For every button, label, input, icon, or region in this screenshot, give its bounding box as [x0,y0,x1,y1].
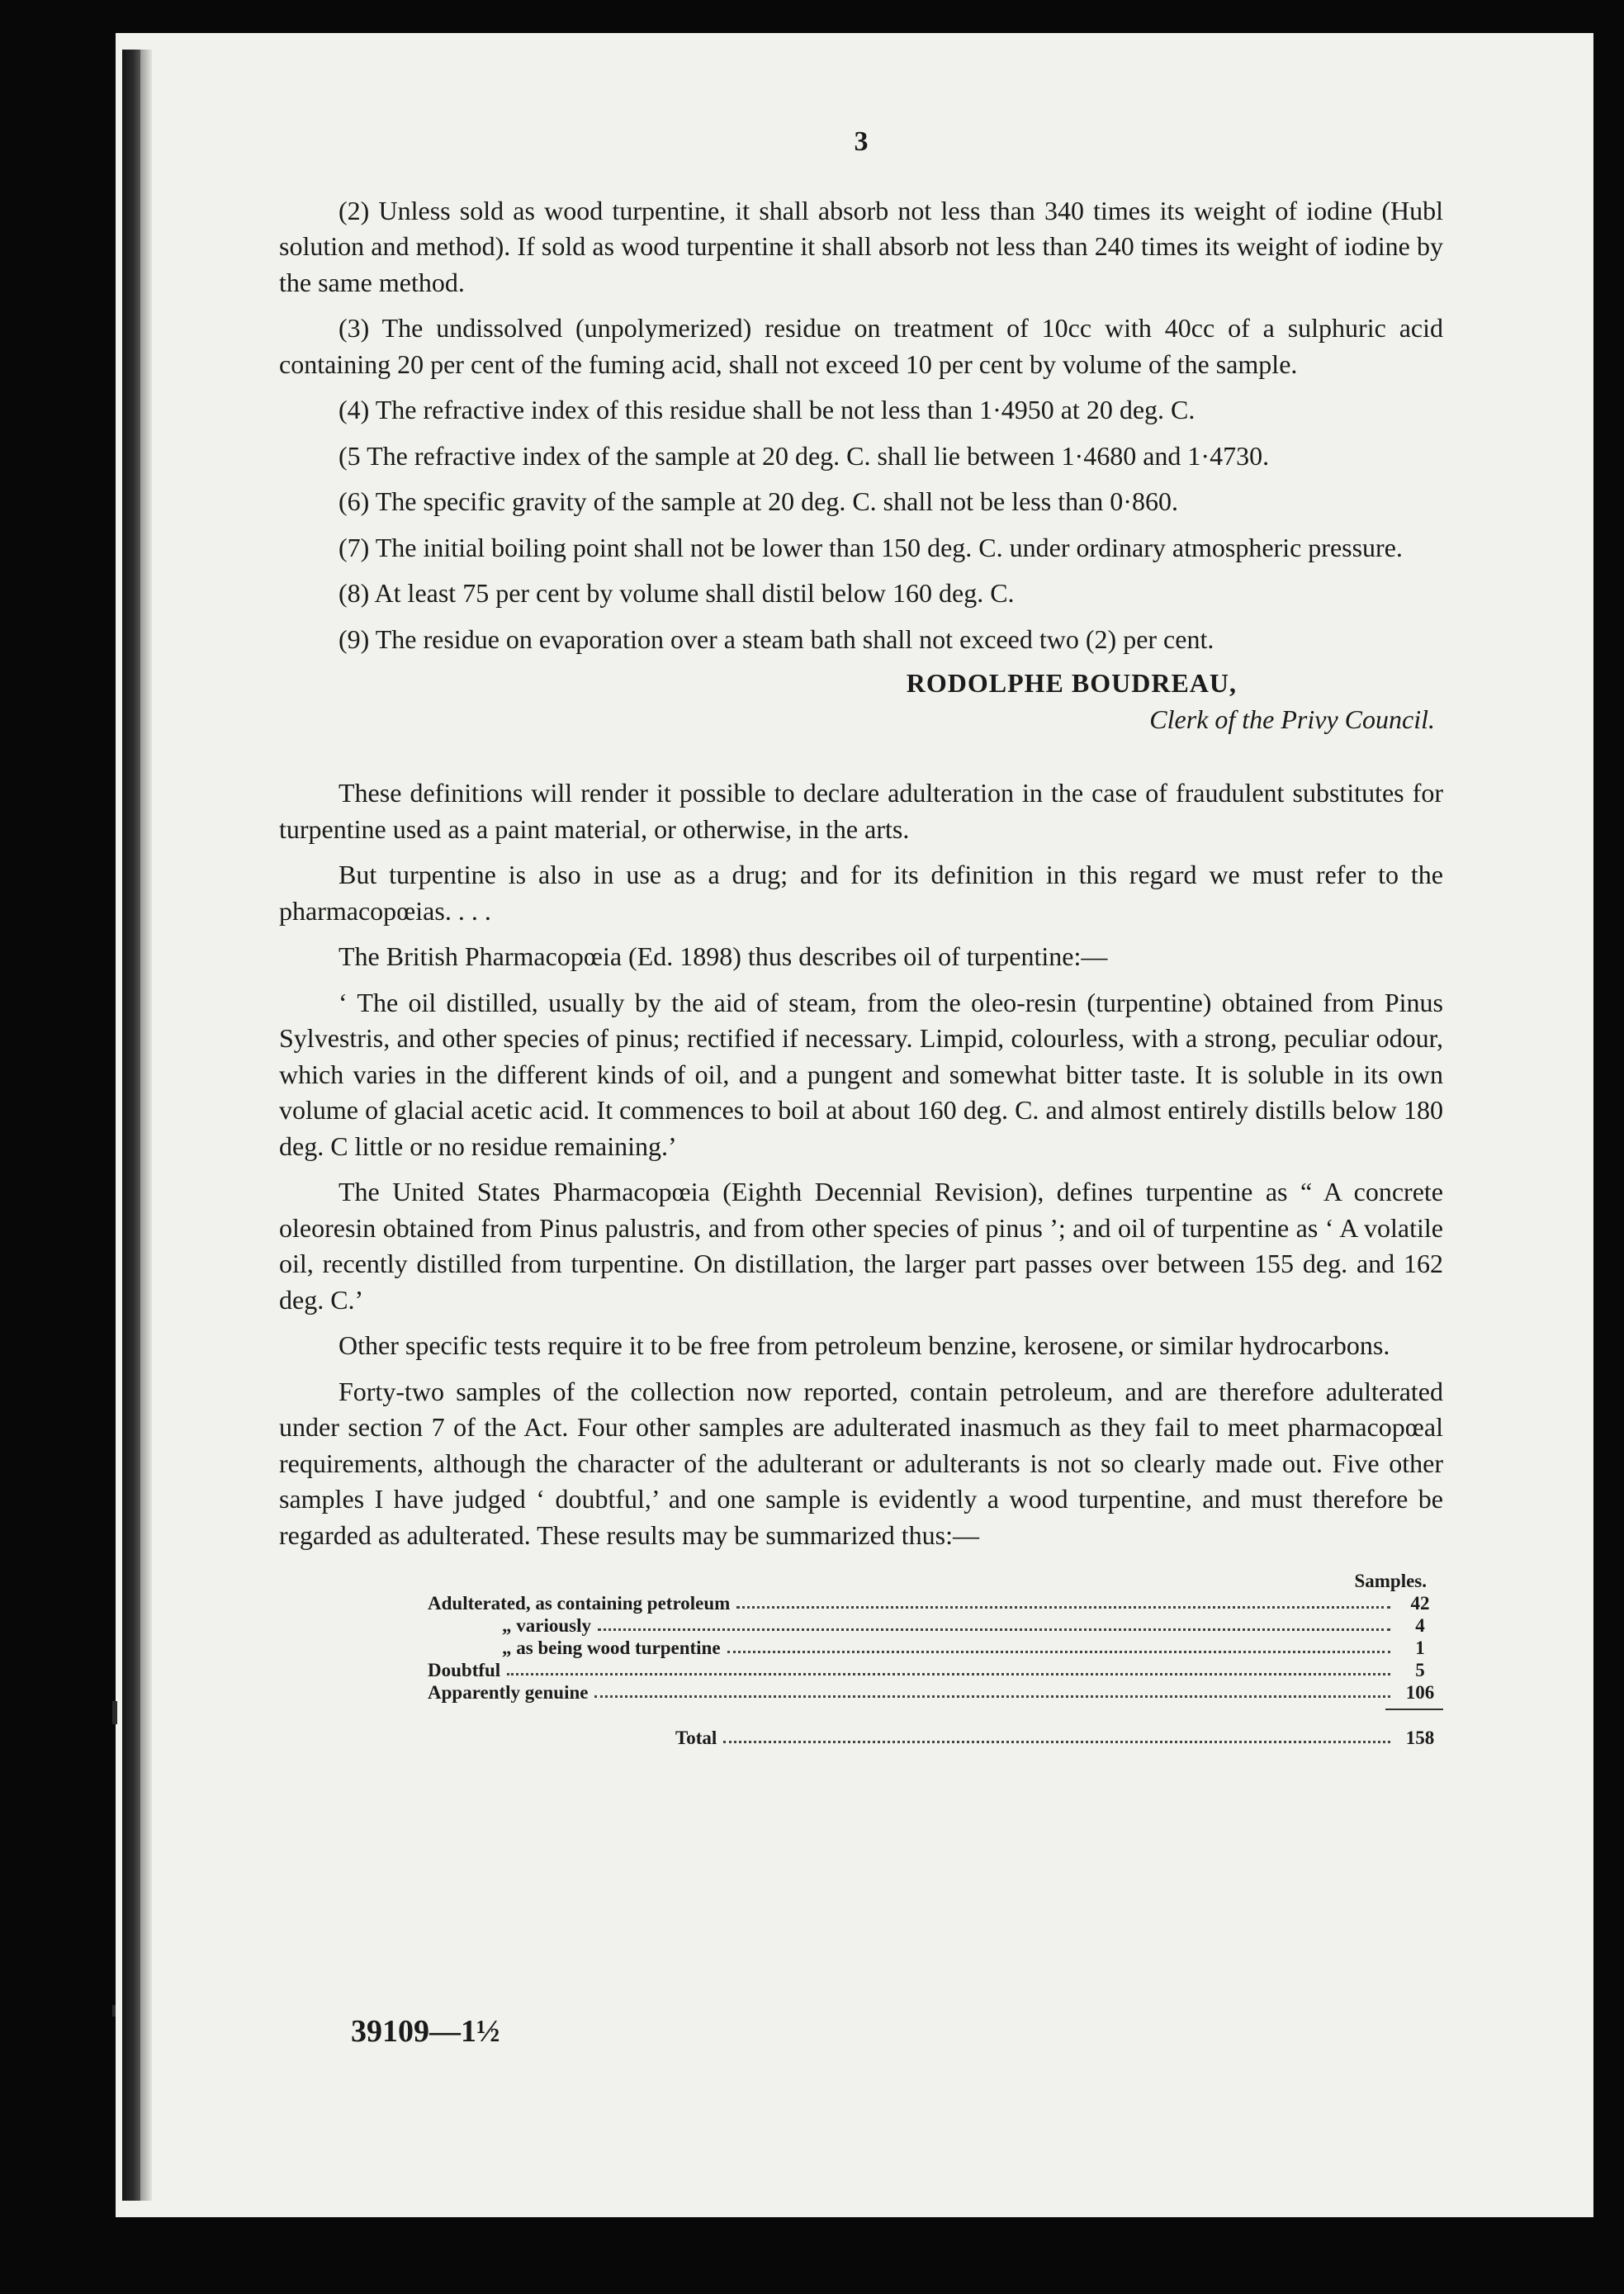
paragraph: (2) Unless sold as wood turpentine, it shall absorb not less than 340 times its weight of iodine (Hubl solution and method). If sold as wood turpentine it shall absorb not less than 240 times its weight of iodine by the same method. [279,195,1443,297]
signatory-name: RODOLPHE BOUDREAU, [906,668,1237,698]
summary-value: 42 [1410,1593,1430,1614]
body-paragraph: These definitions will render it possible to declare adulteration in the case of fraudulent substitutes for turpentine used as a paint material, or otherwise, in the arts. [279,778,1443,844]
signature-block [279,666,1443,737]
summary-label: Adulterated, as containing petroleum [428,1593,731,1614]
binding-spine-edge [140,50,152,2201]
margin-mark [112,2005,116,2017]
leader-dots [736,1606,1390,1609]
summary-label: Apparently genuine [428,1682,589,1703]
summary-total-row [675,1727,1443,1749]
paragraph: (7) The initial boiling point shall not be lower than 150 deg. C. under ordinary atmospheric pressure. [339,532,1403,562]
leader-dots [598,1628,1390,1631]
leader-dots [507,1673,1390,1675]
summary-value: 5 [1415,1660,1425,1680]
summary-row [428,1614,1443,1637]
paragraph: (5 The refractive index of the sample at 20 deg. C. shall lie between 1·4680 and 1·4730. [339,440,1270,471]
summary-table [279,1570,1443,1749]
summary-row [428,1592,1443,1614]
summary-label: „ as being wood turpentine [502,1638,721,1658]
leader-dots [723,1741,1390,1743]
summary-label: Doubtful [428,1660,501,1680]
summary-label: „ variously [502,1615,591,1636]
body-paragraph: The British Pharmacopœia (Ed. 1898) thus describes oil of turpentine:— [339,941,1108,971]
body-paragraph: Other specific tests require it to be free from petroleum benzine, kerosene, or similar hydrocarbons. [339,1330,1390,1360]
body-paragraph: The United States Pharmacopœia (Eighth Decennial Revision), defines turpentine as “ A concrete oleoresin obtained from Pinus palustris, and from other species of pinus ’; and oil of turpentine as ‘ A volatile oil, recently distilled from turpentine. On distillation, the larger part passes over between 155 deg. and 162 deg. C.’ [279,1177,1443,1315]
summary-row [428,1681,1443,1704]
quote-paragraph: ‘ The oil distilled, usually by the aid of steam, from the oleo-resin (turpentine) obtained from Pinus Sylvestris, and other species of pinus; rectified if necessary. Limpid, colourless, with a strong, peculiar odour, which varies in the different kinds of oil, and a pungent and somewhat bitter taste. It is soluble in its own volume of glacial acetic acid. It commences to boil at about 160 deg. C. and almost entirely distills below 180 deg. C little or no residue remaining.’ [279,987,1443,1161]
paragraph: (9) The residue on evaporation over a steam bath shall not exceed two (2) per cent. [339,623,1214,654]
leader-dots [594,1695,1390,1698]
summary-value: 1 [1415,1638,1425,1658]
total-value: 158 [1405,1728,1435,1748]
margin-mark [112,1701,117,1724]
body-paragraph: Forty-two samples of the collection now reported, contain petroleum, and are therefore adulterated under section 7 of the Act. Four other samples are adulterated inasmuch as they fail to meet pharmacopœal requirements, although the character of the adulterant or adulterants is not so clearly made out. Five other samples I have judged ‘ doubtful,’ and one sample is evidently a wood turpentine, and must therefore be regarded as adulterated. These results may be summarized thus:— [279,1376,1443,1550]
paragraph: (3) The undissolved (unpolymerized) residue on treatment of 10cc with 40cc of a sulphuric acid containing 20 per cent of the fuming acid, shall not exceed 10 per cent by volume of the sample. [279,313,1443,379]
paragraph: (6) The specific gravity of the sample at 20 deg. C. shall not be less than 0·860. [339,486,1178,516]
leader-dots [727,1651,1390,1653]
paragraph: (8) At least 75 per cent by volume shall distil below 160 deg. C. [339,578,1015,608]
page-number: 3 [854,126,869,157]
paragraph: (4) The refractive index of this residue shall be not less than 1·4950 at 20 deg. C. [339,395,1196,424]
body-paragraph: But turpentine is also in use as a drug; and for its definition in this regard we must refer to the pharmacopœias. . . . [279,860,1443,926]
footer-code: 39109—1½ [351,2014,500,2049]
page-text [279,124,1443,1749]
summary-value: 106 [1405,1682,1435,1703]
summary-row [428,1659,1443,1681]
total-rule [1385,1709,1443,1710]
binding-spine [122,50,140,2201]
summary-row [428,1637,1443,1659]
summary-header: Samples. [1354,1571,1427,1591]
summary-value: 4 [1415,1615,1425,1636]
signatory-title: Clerk of the Privy Council. [1149,704,1435,734]
total-label: Total [675,1728,717,1748]
